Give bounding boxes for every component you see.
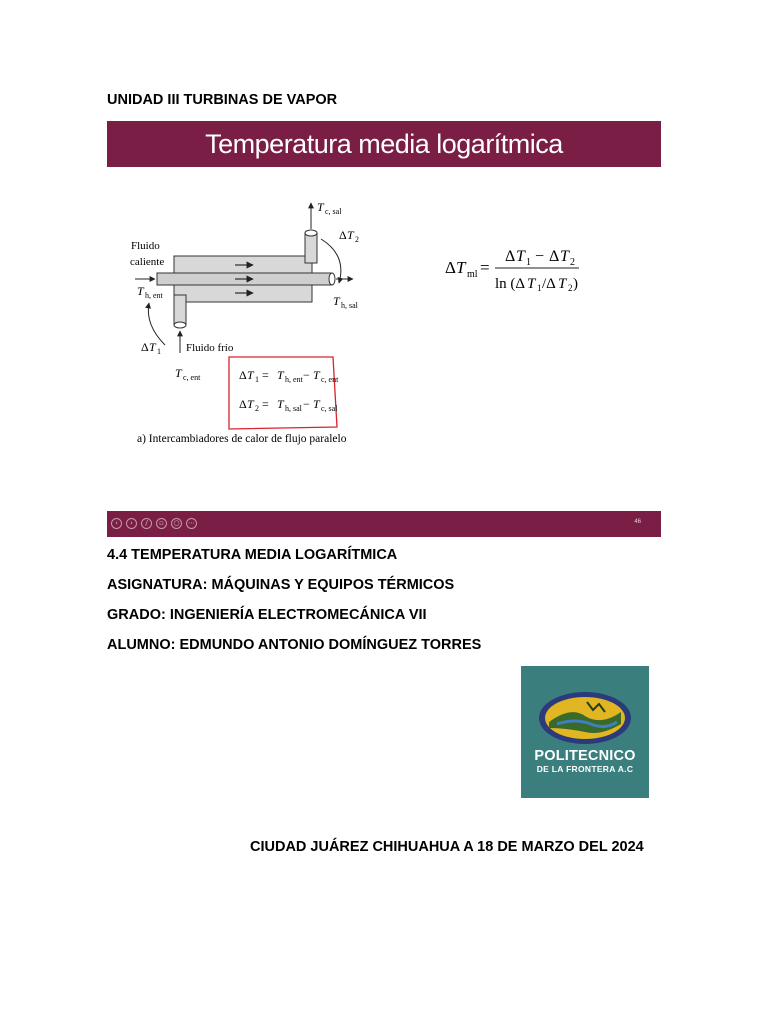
svg-text:Δ: Δ — [549, 248, 560, 265]
svg-text:Δ: Δ — [239, 397, 247, 411]
svg-text:T: T — [527, 276, 536, 292]
svg-text:T: T — [313, 368, 320, 382]
svg-text:1: 1 — [255, 375, 259, 384]
svg-text:Δ: Δ — [445, 258, 456, 277]
svg-text:=: = — [262, 368, 269, 382]
svg-text:2: 2 — [568, 283, 573, 293]
svg-text:T: T — [175, 366, 182, 380]
svg-text:c, ent: c, ent — [321, 375, 339, 384]
svg-text:h, ent: h, ent — [145, 291, 163, 300]
svg-text:c, ent: c, ent — [183, 373, 201, 382]
svg-text:−: − — [303, 397, 310, 411]
logo-subtitle: DE LA FRONTERA A.C — [536, 764, 634, 774]
svg-text:1: 1 — [157, 347, 161, 356]
svg-text:−: − — [535, 248, 545, 265]
svg-text:h, ent: h, ent — [285, 375, 303, 384]
svg-text:T: T — [277, 397, 284, 411]
svg-text:c, sal: c, sal — [325, 207, 342, 216]
slide-page-number: 46 — [634, 519, 641, 525]
slide-control-bar — [107, 511, 661, 537]
svg-text:T: T — [333, 294, 340, 308]
grade-line: GRADO: INGENIERÍA ELECTROMECÁNICA VII — [107, 607, 427, 623]
svg-text:T: T — [313, 397, 320, 411]
svg-text:T: T — [137, 284, 144, 298]
svg-text:T: T — [516, 248, 525, 265]
svg-text:=: = — [262, 397, 269, 411]
logo-title: POLITECNICO — [534, 748, 636, 764]
svg-text:h, sal: h, sal — [285, 404, 302, 413]
place-date: CIUDAD JUÁREZ CHIHUAHUA A 18 DE MARZO DEL 2024 — [250, 839, 644, 855]
svg-text:T: T — [277, 368, 284, 382]
slides-icon[interactable]: ▫ — [156, 518, 167, 529]
school-logo — [521, 666, 649, 798]
topic-line: 4.4 TEMPERATURA MEDIA LOGARÍTMICA — [107, 547, 398, 563]
svg-text:ml: ml — [467, 269, 478, 280]
svg-text:): ) — [573, 276, 578, 292]
svg-text:/Δ: /Δ — [542, 276, 556, 292]
more-icon[interactable]: ⋯ — [188, 519, 195, 527]
svg-text:T: T — [247, 397, 254, 411]
zoom-icon[interactable]: ○ — [171, 518, 182, 529]
svg-text:2: 2 — [255, 404, 259, 413]
svg-text:1: 1 — [526, 257, 531, 268]
subject-line: ASIGNATURA: MÁQUINAS Y EQUIPOS TÉRMICOS — [107, 577, 455, 593]
unit-heading: UNIDAD III TURBINAS DE VAPOR — [107, 92, 338, 108]
svg-text:2: 2 — [355, 235, 359, 244]
previous-icon[interactable]: ‹ — [111, 518, 122, 529]
svg-text:T: T — [247, 368, 254, 382]
diagram-caption: a) Intercambiadores de calor de flujo paralelo — [137, 433, 347, 445]
svg-text:T: T — [558, 276, 567, 292]
svg-text:1: 1 — [537, 283, 542, 293]
parallel-flow-diagram — [107, 167, 661, 511]
svg-text:Δ: Δ — [505, 248, 516, 265]
next-icon[interactable]: › — [126, 518, 137, 529]
svg-text:Δ: Δ — [239, 368, 247, 382]
slide-title: Temperatura media logarítmica — [107, 121, 661, 167]
svg-text:ln (Δ: ln (Δ — [495, 276, 526, 292]
svg-text:T: T — [317, 200, 324, 214]
svg-text:Δ: Δ — [141, 340, 149, 354]
svg-text:=: = — [480, 258, 490, 277]
svg-text:c, sal: c, sal — [321, 404, 338, 413]
svg-text:2: 2 — [570, 257, 575, 268]
svg-text:T: T — [560, 248, 569, 265]
cold-fluid-label: Fluido frío — [186, 342, 234, 354]
pen-icon[interactable]: / — [141, 518, 152, 529]
hot-fluid-label: Fluido — [131, 240, 160, 252]
svg-text:T: T — [347, 228, 354, 242]
hot-fluid-label-2: caliente — [130, 256, 165, 268]
svg-text:−: − — [303, 368, 310, 382]
svg-text:T: T — [149, 340, 156, 354]
svg-text:h, sal: h, sal — [341, 301, 358, 310]
slide-image — [107, 121, 661, 537]
student-line: ALUMNO: EDMUNDO ANTONIO DOMÍNGUEZ TORRES — [107, 637, 482, 653]
svg-text:Δ: Δ — [339, 228, 347, 242]
svg-text:T: T — [456, 258, 466, 277]
